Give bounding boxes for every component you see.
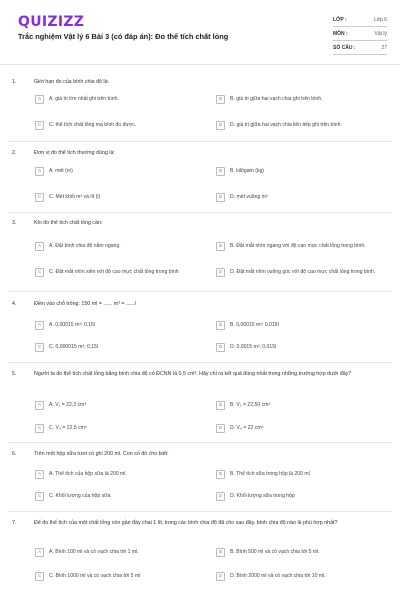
question-number: 4.	[12, 301, 17, 307]
option-letter-box: B	[216, 401, 225, 410]
question-stem: Điền vào chỗ trống: 150 ml = ...... m³ = ......l	[34, 301, 136, 307]
question-number: 7.	[12, 520, 17, 526]
meta-key: SỐ CÂU :	[333, 44, 356, 51]
option-text: C. 0,000015 m³; 0,15l	[49, 344, 98, 351]
option-letter-box: B	[216, 167, 225, 176]
question-divider	[8, 442, 392, 443]
header-divider	[0, 64, 400, 65]
option-text: A. Đặt bình chia độ nằm ngang.	[49, 243, 121, 250]
option-d[interactable]	[216, 191, 388, 204]
option-a[interactable]	[35, 468, 207, 481]
option-b[interactable]	[216, 546, 388, 559]
option-text: B. 0,00015 m³; 0,015l	[230, 322, 279, 329]
question-stem: Khi đo thể tích chất lỏng cần:	[34, 220, 103, 226]
question-divider	[8, 141, 392, 142]
question-divider	[8, 212, 392, 213]
question-stem: Giới hạn đo của bình chia độ là:	[34, 79, 110, 85]
option-b[interactable]	[216, 240, 388, 253]
option-letter-box: B	[216, 321, 225, 330]
option-letter-box: D	[216, 492, 225, 501]
option-text: C. Bình 1000 ml và có vạch chia tới 5 ml	[49, 573, 141, 580]
option-b[interactable]	[216, 399, 388, 412]
option-letter-box: A	[35, 242, 44, 251]
option-b[interactable]	[216, 165, 388, 178]
option-b[interactable]	[216, 319, 388, 332]
option-d[interactable]	[216, 119, 388, 132]
option-c[interactable]	[35, 422, 207, 435]
option-a[interactable]	[35, 319, 207, 332]
option-text: D. Khối lượng sữa trong hộp	[230, 493, 295, 500]
option-text: B. V₂ = 22,50 cm³	[230, 402, 271, 409]
option-text: A. 0,00015 m³; 0,15l	[49, 322, 95, 329]
question-stem: Để đo thể tích của một chất lỏng còn gần đầy chai 1 lít, trong các bình chia độ đã cho sau đây, bình chia độ nào là phù hợp nhất?	[34, 520, 338, 526]
option-d[interactable]	[216, 266, 388, 279]
quizizz-logo: QUIZIZZ	[18, 14, 85, 30]
question-stem: Người ta đo thể tích chất lỏng bằng bình chia độ có ĐCNN là 0,5 cm³. Hãy chỉ ra kết quả đúng nhất trong những trường hợp dưới đây?	[34, 371, 352, 377]
option-letter-box: A	[35, 470, 44, 479]
option-letter-box: B	[216, 242, 225, 251]
question-stem: Trên một hộp sữa tươi có ghi 200 ml. Con số đó cho biết:	[34, 451, 169, 457]
option-text: A. Thể tích của hộp sữa là 200 ml.	[49, 471, 127, 478]
option-text: C. V₃ = 22,5 cm³	[49, 425, 87, 432]
option-text: D. V₄ = 22 cm³	[230, 425, 264, 432]
meta-value: Lớp 6	[373, 16, 387, 23]
option-letter-box: C	[35, 121, 44, 130]
option-text: D. 0,0015 m³; 0,015l	[230, 344, 277, 351]
option-a[interactable]	[35, 93, 207, 106]
option-letter-box: C	[35, 268, 44, 277]
option-a[interactable]	[35, 399, 207, 412]
option-a[interactable]	[35, 546, 207, 559]
question-number: 2.	[12, 150, 17, 156]
meta-value: 27	[381, 44, 387, 51]
option-letter-box: A	[35, 167, 44, 176]
meta-row-class	[333, 13, 387, 27]
option-d[interactable]	[216, 341, 388, 354]
option-letter-box: D	[216, 268, 225, 277]
option-c[interactable]	[35, 570, 207, 583]
option-text: D. giá trị giữa hai vạch chia liên tiếp ghi trên bình.	[230, 122, 342, 129]
option-a[interactable]	[35, 165, 207, 178]
question-divider	[8, 291, 392, 292]
question-number: 3.	[12, 220, 17, 226]
option-d[interactable]	[216, 490, 388, 503]
option-letter-box: C	[35, 492, 44, 501]
option-letter-box: A	[35, 548, 44, 557]
option-c[interactable]	[35, 341, 207, 354]
option-text: A. Bình 100 ml và có vạch chia tới 1 ml.	[49, 549, 139, 556]
option-a[interactable]	[35, 240, 207, 253]
option-text: C. Đặt mắt nhìn xiên với độ cao mực chất lỏng trong bình	[49, 269, 179, 276]
option-letter-box: C	[35, 424, 44, 433]
option-c[interactable]	[35, 490, 207, 503]
option-text: C. thể tích chất lỏng mà bình đo được.	[49, 122, 137, 129]
question-number: 1.	[12, 79, 17, 85]
question-divider	[8, 511, 392, 512]
option-letter-box: D	[216, 193, 225, 202]
option-text: B. Đặt mắt nhìn ngang với độ cao mực chất lỏng trong bình.	[230, 243, 366, 250]
option-letter-box: A	[35, 401, 44, 410]
option-letter-box: B	[216, 470, 225, 479]
option-text: D. Bình 2000 ml và có vạch chia tới 10 ml.	[230, 573, 326, 580]
meta-value: Vật lý	[374, 30, 387, 37]
page-title: Trắc nghiệm Vật lý 6 Bài 3 (có đáp án): Đo thể tích chất lỏng	[18, 32, 229, 41]
option-text: C. Khối lượng của hộp sữa	[49, 493, 111, 500]
meta-box	[333, 13, 387, 55]
meta-row-subject	[333, 27, 387, 41]
option-letter-box: D	[216, 424, 225, 433]
option-text: B. kilôgam (kg)	[230, 168, 264, 175]
meta-row-count	[333, 41, 387, 55]
option-letter-box: C	[35, 343, 44, 352]
option-text: D. mét vuông m²	[230, 194, 268, 201]
meta-key: MÔN :	[333, 30, 348, 37]
option-text: C. Mét khối m³ và lít (l)	[49, 194, 101, 201]
option-text: A. mét (m)	[49, 168, 73, 175]
option-b[interactable]	[216, 468, 388, 481]
option-letter-box: D	[216, 343, 225, 352]
option-text: A. V₁ = 22,3 cm³	[49, 402, 86, 409]
option-d[interactable]	[216, 422, 388, 435]
option-letter-box: A	[35, 95, 44, 104]
question-divider	[8, 362, 392, 363]
option-text: B. giá trị giữa hai vạch chia ghi trên bình.	[230, 96, 323, 103]
option-c[interactable]	[35, 119, 207, 132]
question-number: 6.	[12, 451, 17, 457]
option-text: B. Bình 500 ml và có vạch chia tới 5 ml.	[230, 549, 320, 556]
option-text: B. Thể tích sữa trong hộp là 200 ml	[230, 471, 310, 478]
option-text: A. giá trị lớn nhất ghi trên bình.	[49, 96, 119, 103]
question-number: 5.	[12, 371, 17, 377]
option-c[interactable]	[35, 191, 207, 204]
option-text: D. Đặt mắt nhìn vuông góc với độ cao mực chất lỏng trong bình.	[230, 269, 376, 276]
option-letter-box: A	[35, 321, 44, 330]
question-stem: Đơn vị đo thể tích thường dùng là:	[34, 150, 115, 156]
option-letter-box: D	[216, 121, 225, 130]
option-letter-box: C	[35, 572, 44, 581]
option-letter-box: B	[216, 95, 225, 104]
meta-key: LỚP :	[333, 16, 347, 23]
option-c[interactable]	[35, 266, 207, 279]
option-d[interactable]	[216, 570, 388, 583]
option-b[interactable]	[216, 93, 388, 106]
option-letter-box: C	[35, 193, 44, 202]
option-letter-box: D	[216, 572, 225, 581]
option-letter-box: B	[216, 548, 225, 557]
